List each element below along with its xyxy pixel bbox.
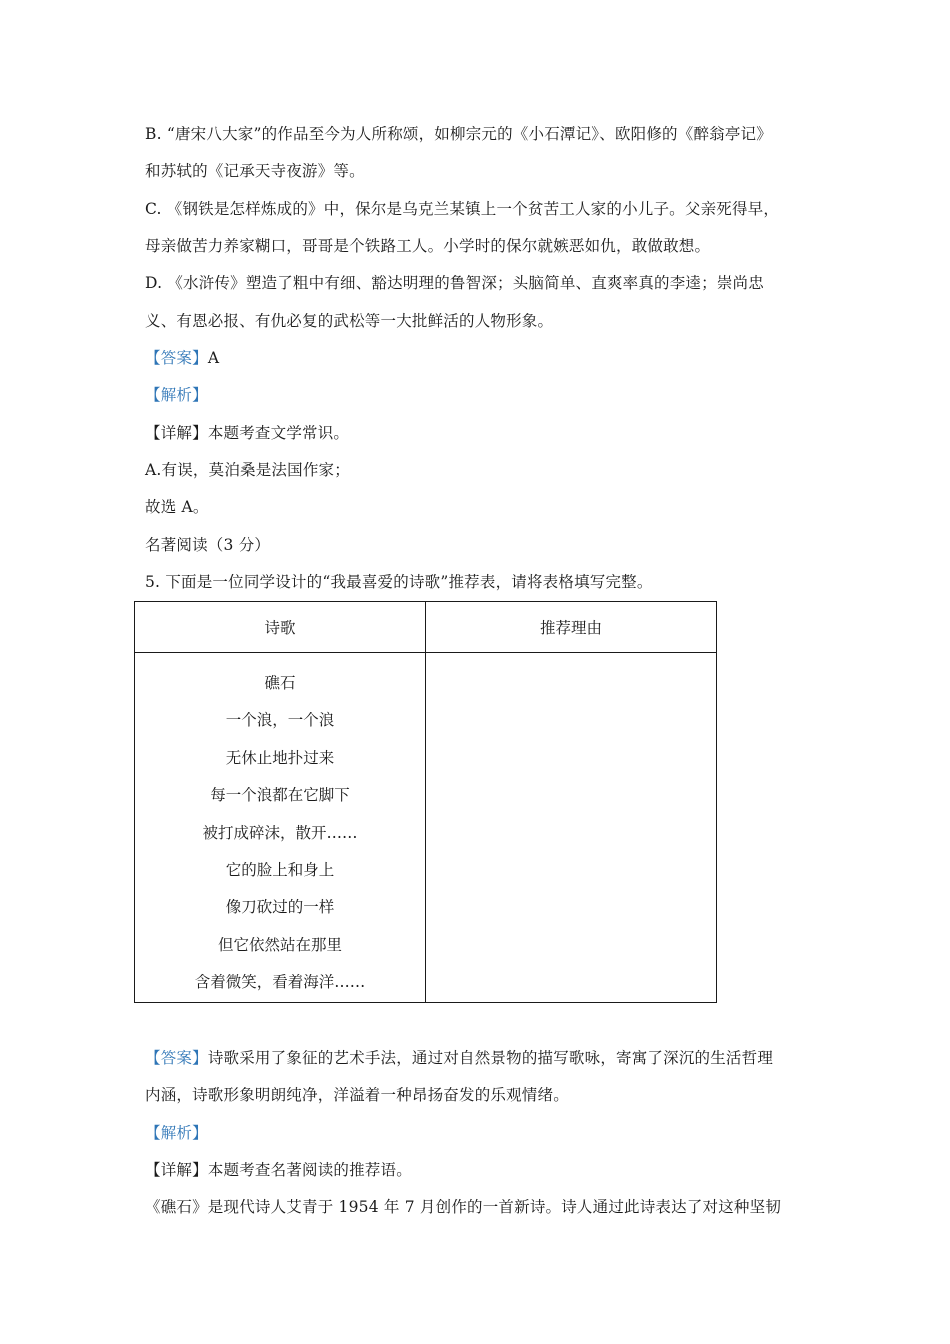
q5-detail [145,1160,815,1180]
section-heading: 名著阅读（3 分） [145,536,271,554]
poem-line: 被打成碎沫，散开…… [202,823,358,842]
recommendation-table [134,601,717,1003]
answer-tag: 【答案】 [145,1049,208,1067]
poem-title: 礁石 [264,674,296,692]
q4-analysis [145,385,815,405]
poem-line: 但它依然站在那里 [217,935,342,954]
header-reason: 推荐理由 [426,602,717,653]
q4-detail [145,423,815,443]
poem-line: 它的脸上和身上 [225,860,335,879]
detail-text: 本题考查名著阅读的推荐语。 [207,1161,412,1179]
q4-detail-line-2: A.有误，莫泊桑是法国作家； [145,461,350,479]
analysis-tag: 【解析】 [145,1124,208,1142]
option-b-line-2: 和苏轼的《记承天寺夜游》等。 [145,162,365,180]
q5-explanation-line: 《礁石》是现代诗人艾青于 1954 年 7 月创作的一首新诗。诗人通过此诗表达了对这种坚韧 [145,1198,782,1216]
poem-line: 含着微笑，看着海洋…… [194,973,366,992]
poem-line: 每一个浪都在它脚下 [210,786,350,805]
answer-text: 诗歌采用了象征的艺术手法，通过对自然景物的描写歌咏，寄寓了深沉的生活哲理 [207,1049,774,1067]
analysis-tag: 【解析】 [145,386,208,404]
detail-text: 本题考查文学常识。 [207,424,350,442]
detail-tag: 【详解】 [145,1161,208,1179]
q5-answer-line-2: 内涵，诗歌形象明朗纯净，洋溢着一种昂扬奋发的乐观情绪。 [145,1086,569,1104]
option-b-line-1: B. “唐宋八大家”的作品至今为人所称颂，如柳宗元的《小石潭记》、欧阳修的《醉翁亭记》 [145,125,772,143]
answer-value: A [207,349,220,367]
answer-tag: 【答案】 [145,349,208,367]
poem-line: 无休止地扑过来 [225,748,335,767]
option-c-line-2: 母亲做苦力养家糊口，哥哥是个铁路工人。小学时的保尔就嫉恶如仇，敢做敢想。 [145,237,711,255]
table-body-row [135,653,717,1003]
q4-detail-line-3: 故选 A。 [145,498,209,516]
option-c-line-1: C. 《钢铁是怎样炼成的》中，保尔是乌克兰某镇上一个贫苦工人家的小儿子。父亲死得早， [145,200,780,218]
q5-analysis [145,1123,815,1143]
option-d-line-2: 义、有恩必报、有仇必复的武松等一大批鲜活的人物形象。 [145,312,554,330]
q5-answer-line-1 [145,1048,815,1068]
q4-answer [145,348,815,368]
q5-prompt: 5. 下面是一位同学设计的“我最喜爱的诗歌”推荐表，请将表格填写完整。 [145,573,653,591]
poem-cell [135,653,426,1003]
poem-line: 像刀砍过的一样 [225,898,335,917]
option-d-line-1: D. 《水浒传》塑造了粗中有细、豁达明理的鲁智深；头脑简单、直爽率真的李逵；崇尚忠 [145,274,764,292]
detail-tag: 【详解】 [145,424,208,442]
table-header-row [135,602,717,653]
header-poem: 诗歌 [135,602,426,653]
poem-line: 一个浪，一个浪 [225,711,335,730]
reason-cell [426,653,717,1003]
